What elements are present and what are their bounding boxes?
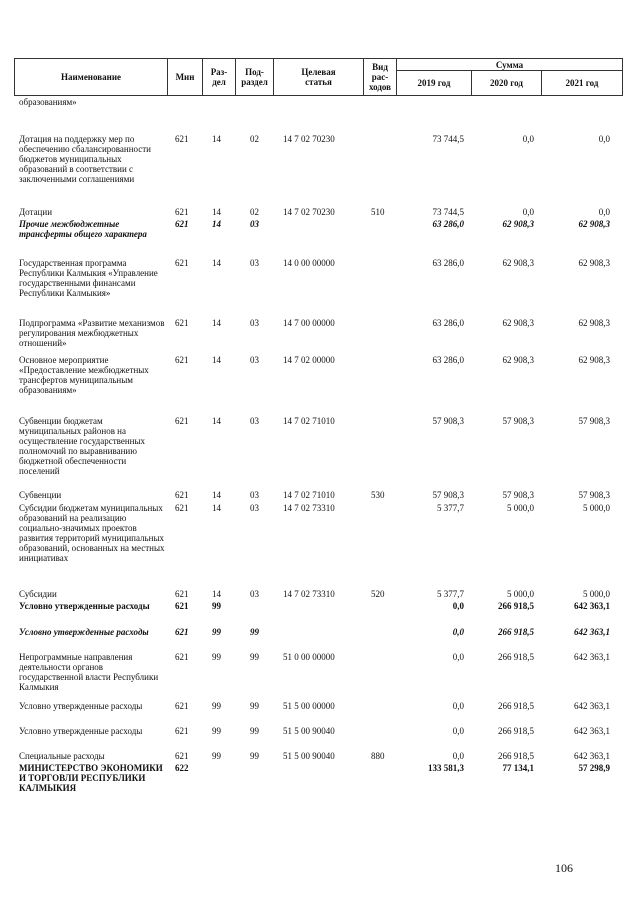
cell-raz: 14 xyxy=(212,134,221,144)
cell-s20: 0,0 xyxy=(522,207,534,217)
cell-raz: 14 xyxy=(212,416,221,426)
cell-s19: 5 377,7 xyxy=(437,589,464,599)
cell-s19: 0,0 xyxy=(452,751,464,761)
cell-name: образованиям» xyxy=(19,97,77,107)
cell-s21: 0,0 xyxy=(598,207,610,217)
cell-s19: 5 377,7 xyxy=(437,503,464,513)
cell-s20: 266 918,5 xyxy=(498,627,534,637)
cell-raz: 14 xyxy=(212,490,221,500)
cell-name: Специальные расходы xyxy=(19,751,105,761)
cell-s21: 5 000,0 xyxy=(583,503,610,513)
cell-raz: 99 xyxy=(212,652,221,662)
page-number: 106 xyxy=(555,861,573,875)
cell-min: 621 xyxy=(175,726,189,736)
cell-s19: 0,0 xyxy=(452,652,464,662)
cell-name: Государственная программа Республики Калмыкия «Управление государственными финансами Республики Калмыкия» xyxy=(19,258,158,298)
cell-s21: 57 298,9 xyxy=(578,763,610,773)
cell-min: 621 xyxy=(175,503,189,513)
cell-pod: 03 xyxy=(250,503,259,513)
cell-name: Субвенции xyxy=(19,490,62,500)
cell-name: Условно утвержденные расходы xyxy=(19,701,143,711)
cell-raz: 14 xyxy=(212,318,221,328)
cell-s20: 5 000,0 xyxy=(507,503,534,513)
col-header-summa: Сумма xyxy=(397,59,623,71)
cell-cel: 14 7 02 71010 xyxy=(283,490,335,500)
cell-s19: 63 286,0 xyxy=(432,355,464,365)
cell-pod: 03 xyxy=(250,219,259,229)
cell-s19: 73 744,5 xyxy=(432,134,464,144)
cell-pod: 03 xyxy=(250,490,259,500)
cell-s20: 0,0 xyxy=(522,134,534,144)
cell-cel: 14 7 02 73310 xyxy=(283,503,335,513)
col-header-vid xyxy=(364,59,397,96)
cell-s20: 62 908,3 xyxy=(502,258,534,268)
cell-s21: 642 363,1 xyxy=(574,726,610,736)
cell-s21: 57 908,3 xyxy=(578,490,610,500)
cell-raz: 14 xyxy=(212,207,221,217)
cell-pod: 03 xyxy=(250,355,259,365)
cell-raz: 99 xyxy=(212,726,221,736)
cell-name: Субвенции бюджетам муниципальных районов на осуществление государственных полномочий по выравниванию бюджетной обеспеченности поселений xyxy=(19,416,146,476)
cell-cel: 14 7 02 70230 xyxy=(283,207,335,217)
cell-s21: 62 908,3 xyxy=(578,318,610,328)
cell-min: 621 xyxy=(175,627,189,637)
col-header-vid-text: Вид рас- ходов xyxy=(368,62,392,92)
cell-cel: 51 5 00 90040 xyxy=(283,751,335,761)
cell-s20: 77 134,1 xyxy=(502,763,534,773)
cell-vid: 520 xyxy=(371,589,385,599)
cell-min: 621 xyxy=(175,416,189,426)
cell-raz: 14 xyxy=(212,503,221,513)
col-header-podrazdel-text: Под- раздел xyxy=(241,67,268,87)
cell-s20: 266 918,5 xyxy=(498,652,534,662)
cell-pod: 02 xyxy=(250,134,259,144)
cell-vid: 510 xyxy=(371,207,385,217)
cell-s20: 62 908,3 xyxy=(502,219,534,229)
cell-s21: 5 000,0 xyxy=(583,589,610,599)
cell-s20: 266 918,5 xyxy=(498,601,534,611)
cell-s19: 57 908,3 xyxy=(432,490,464,500)
cell-min: 621 xyxy=(175,589,189,599)
cell-min: 621 xyxy=(175,219,189,229)
cell-cel: 14 7 00 00000 xyxy=(283,318,335,328)
cell-s21: 62 908,3 xyxy=(578,355,610,365)
cell-s19: 73 744,5 xyxy=(432,207,464,217)
cell-name: Прочие межбюджетные трансферты общего характера xyxy=(19,219,147,239)
cell-pod: 99 xyxy=(250,627,259,637)
cell-s21: 57 908,3 xyxy=(578,416,610,426)
cell-raz: 14 xyxy=(212,355,221,365)
col-header-2020: 2020 год xyxy=(472,71,542,96)
cell-s21: 62 908,3 xyxy=(578,219,610,229)
cell-cel: 14 7 02 73310 xyxy=(283,589,335,599)
cell-s21: 642 363,1 xyxy=(574,652,610,662)
cell-vid: 880 xyxy=(371,751,385,761)
cell-s19: 63 286,0 xyxy=(432,219,464,229)
cell-raz: 99 xyxy=(212,701,221,711)
cell-pod: 03 xyxy=(250,589,259,599)
cell-cel: 14 7 02 71010 xyxy=(283,416,335,426)
col-header-2019: 2019 год xyxy=(397,71,472,96)
cell-name: МИНИСТЕРСТВО ЭКОНОМИКИ И ТОРГОВЛИ РЕСПУБЛИКИ КАЛМЫКИЯ xyxy=(19,763,163,793)
table-header xyxy=(14,58,623,96)
cell-s19: 0,0 xyxy=(452,601,464,611)
cell-s20: 57 908,3 xyxy=(502,490,534,500)
cell-pod: 99 xyxy=(250,701,259,711)
cell-s21: 642 363,1 xyxy=(574,627,610,637)
cell-s19: 63 286,0 xyxy=(432,258,464,268)
col-header-razdel-text: Раз- дел xyxy=(210,67,228,87)
cell-pod: 03 xyxy=(250,258,259,268)
cell-name: Подпрограмма «Развитие механизмов регулирования межбюджетных отношений» xyxy=(19,318,165,348)
cell-name: Условно утвержденные расходы xyxy=(19,726,143,736)
cell-name: Непрограммные направления деятельности органов государственной власти Республики Калмыкия xyxy=(19,652,159,692)
cell-min: 621 xyxy=(175,134,189,144)
col-header-name: Наименование xyxy=(15,59,168,96)
cell-s20: 266 918,5 xyxy=(498,751,534,761)
cell-pod: 99 xyxy=(250,652,259,662)
cell-min: 621 xyxy=(175,355,189,365)
col-header-podrazdel xyxy=(236,59,274,96)
cell-s20: 266 918,5 xyxy=(498,726,534,736)
cell-min: 621 xyxy=(175,258,189,268)
cell-name: Субсидии xyxy=(19,589,57,599)
cell-s19: 57 908,3 xyxy=(432,416,464,426)
cell-cel: 51 5 00 90040 xyxy=(283,726,335,736)
cell-s21: 642 363,1 xyxy=(574,701,610,711)
col-header-celevaya-text: Целевая статья xyxy=(301,67,336,87)
cell-min: 621 xyxy=(175,701,189,711)
cell-raz: 99 xyxy=(212,751,221,761)
cell-raz: 14 xyxy=(212,258,221,268)
cell-s19: 133 581,3 xyxy=(428,763,464,773)
cell-name: Дотации xyxy=(19,207,53,217)
cell-min: 622 xyxy=(175,763,189,773)
cell-min: 621 xyxy=(175,318,189,328)
cell-s19: 63 286,0 xyxy=(432,318,464,328)
cell-min: 621 xyxy=(175,652,189,662)
cell-pod: 03 xyxy=(250,416,259,426)
cell-pod: 99 xyxy=(250,726,259,736)
cell-name: Субсидии бюджетам муниципальных образований на реализацию социально-значимых проектов развития территорий муниципальных образований, основанных на местных инициативах xyxy=(19,503,165,563)
cell-cel: 14 0 00 00000 xyxy=(283,258,335,268)
cell-s20: 62 908,3 xyxy=(502,318,534,328)
cell-pod: 02 xyxy=(250,207,259,217)
col-header-razdel xyxy=(203,59,236,96)
cell-cel: 51 0 00 00000 xyxy=(283,652,335,662)
cell-min: 621 xyxy=(175,751,189,761)
cell-min: 621 xyxy=(175,490,189,500)
cell-raz: 14 xyxy=(212,219,221,229)
cell-s19: 0,0 xyxy=(452,726,464,736)
cell-vid: 530 xyxy=(371,490,385,500)
cell-name: Условно утвержденные расходы xyxy=(19,627,149,637)
col-header-celevaya xyxy=(274,59,364,96)
cell-name: Условно утвержденные расходы xyxy=(19,601,150,611)
cell-min: 621 xyxy=(175,601,189,611)
cell-raz: 99 xyxy=(212,601,221,611)
cell-s21: 642 363,1 xyxy=(574,601,610,611)
cell-cel: 14 7 02 70230 xyxy=(283,134,335,144)
cell-name: Основное мероприятие «Предоставление межбюджетных трансфертов муниципальным образованиям» xyxy=(19,355,149,395)
cell-min: 621 xyxy=(175,207,189,217)
cell-s21: 642 363,1 xyxy=(574,751,610,761)
cell-cel: 51 5 00 00000 xyxy=(283,701,335,711)
cell-s20: 266 918,5 xyxy=(498,701,534,711)
cell-s19: 0,0 xyxy=(452,627,464,637)
cell-s20: 5 000,0 xyxy=(507,589,534,599)
cell-s19: 0,0 xyxy=(452,701,464,711)
cell-name: Дотация на поддержку мер по обеспечению сбалансированности бюджетов муниципальных образований в соответствии с заключенными соглашениями xyxy=(19,134,151,184)
col-header-2021: 2021 год xyxy=(542,71,623,96)
cell-pod: 99 xyxy=(250,751,259,761)
cell-s21: 62 908,3 xyxy=(578,258,610,268)
cell-raz: 99 xyxy=(212,627,221,637)
cell-s20: 62 908,3 xyxy=(502,355,534,365)
cell-raz: 14 xyxy=(212,589,221,599)
col-header-min: Мин xyxy=(168,59,203,96)
cell-s20: 57 908,3 xyxy=(502,416,534,426)
cell-cel: 14 7 02 00000 xyxy=(283,355,335,365)
cell-pod: 03 xyxy=(250,318,259,328)
cell-s21: 0,0 xyxy=(598,134,610,144)
